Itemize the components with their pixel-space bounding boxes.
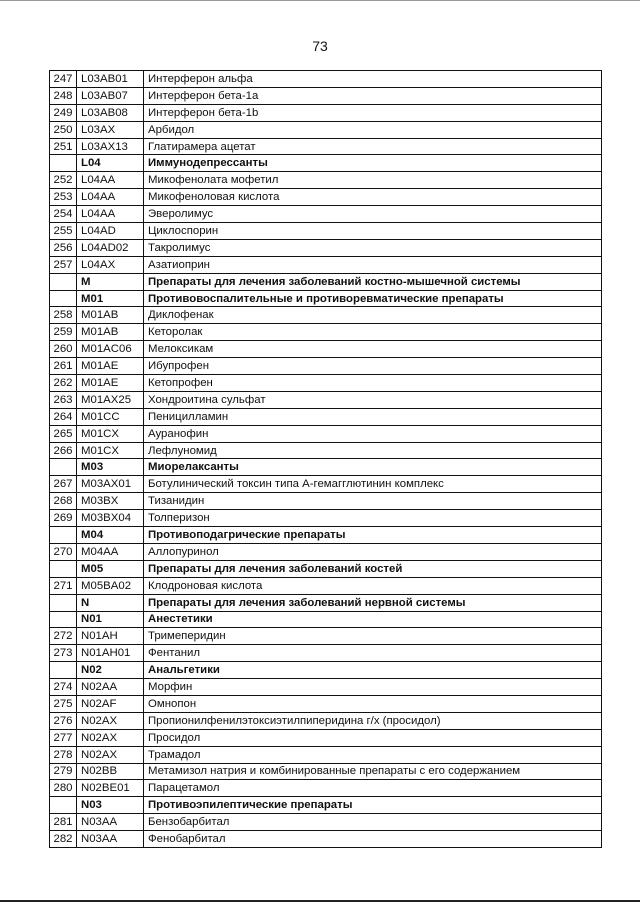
- table-row: [50, 729, 602, 746]
- atc-code-cell: N02AF: [77, 695, 144, 712]
- drug-name-cell: Арбидол: [144, 121, 602, 138]
- atc-code-cell: N03AA: [77, 831, 144, 848]
- table-row: [50, 239, 602, 256]
- table-row: [50, 341, 602, 358]
- drug-name-cell: Метамизол натрия и комбинированные препараты с его содержанием: [144, 763, 602, 780]
- drug-name-cell: Азатиоприн: [144, 256, 602, 273]
- group-header-row: [50, 290, 602, 307]
- atc-code-cell: M01: [77, 290, 144, 307]
- atc-code-cell: L04AA: [77, 206, 144, 223]
- drug-name-cell: Противоподагрические препараты: [144, 527, 602, 544]
- row-number-cell: 270: [50, 543, 77, 560]
- table-row: [50, 814, 602, 831]
- atc-code-cell: M04AA: [77, 543, 144, 560]
- row-number-cell: [50, 273, 77, 290]
- table-row: [50, 324, 602, 341]
- drug-name-cell: Препараты для лечения заболеваний костей: [144, 560, 602, 577]
- row-number-cell: 273: [50, 645, 77, 662]
- atc-code-cell: L03AX13: [77, 138, 144, 155]
- atc-code-cell: L04AA: [77, 189, 144, 206]
- row-number-cell: 274: [50, 679, 77, 696]
- row-number-cell: 267: [50, 476, 77, 493]
- atc-code-cell: N03: [77, 797, 144, 814]
- drug-name-cell: Пропионилфенилэтоксиэтилпиперидина г/х (просидол): [144, 712, 602, 729]
- table-row: [50, 442, 602, 459]
- table-row: [50, 172, 602, 189]
- atc-code-cell: M03BX: [77, 493, 144, 510]
- row-number-cell: [50, 662, 77, 679]
- table-row: [50, 71, 602, 88]
- table-row: [50, 223, 602, 240]
- atc-code-cell: L03AB01: [77, 71, 144, 88]
- table-row: [50, 493, 602, 510]
- row-number-cell: 271: [50, 577, 77, 594]
- scan-bottom-edge: [0, 900, 640, 902]
- drug-name-cell: Иммунодепрессанты: [144, 155, 602, 172]
- table-row: [50, 831, 602, 848]
- group-header-row: [50, 560, 602, 577]
- row-number-cell: 281: [50, 814, 77, 831]
- table-row: [50, 307, 602, 324]
- row-number-cell: [50, 611, 77, 628]
- row-number-cell: 282: [50, 831, 77, 848]
- row-number-cell: 268: [50, 493, 77, 510]
- scan-top-edge: [0, 0, 640, 1]
- row-number-cell: 272: [50, 628, 77, 645]
- drug-name-cell: Просидол: [144, 729, 602, 746]
- drug-name-cell: Диклофенак: [144, 307, 602, 324]
- drug-name-cell: Интерферон альфа: [144, 71, 602, 88]
- table-row: [50, 358, 602, 375]
- atc-code-cell: N: [77, 594, 144, 611]
- drug-name-cell: Глатирамера ацетат: [144, 138, 602, 155]
- row-number-cell: 256: [50, 239, 77, 256]
- drug-name-cell: Препараты для лечения заболеваний костно-мышечной системы: [144, 273, 602, 290]
- drug-name-cell: Кетопрофен: [144, 375, 602, 392]
- table-row: [50, 763, 602, 780]
- atc-code-cell: M01AC06: [77, 341, 144, 358]
- drug-name-cell: Тримеперидин: [144, 628, 602, 645]
- atc-code-cell: M03: [77, 459, 144, 476]
- group-header-row: [50, 459, 602, 476]
- table-row: [50, 189, 602, 206]
- row-number-cell: 278: [50, 746, 77, 763]
- atc-code-cell: L04AA: [77, 172, 144, 189]
- drug-name-cell: Интерферон бета-1а: [144, 87, 602, 104]
- row-number-cell: 261: [50, 358, 77, 375]
- table-row: [50, 712, 602, 729]
- page-number: 73: [312, 38, 328, 54]
- drug-name-cell: Такролимус: [144, 239, 602, 256]
- atc-code-cell: M03BX04: [77, 510, 144, 527]
- row-number-cell: 257: [50, 256, 77, 273]
- atc-code-cell: N02AX: [77, 746, 144, 763]
- row-number-cell: 262: [50, 375, 77, 392]
- drug-name-cell: Противоэпилептические препараты: [144, 797, 602, 814]
- table-row: [50, 645, 602, 662]
- atc-code-cell: M01AX25: [77, 391, 144, 408]
- drug-name-cell: Мелоксикам: [144, 341, 602, 358]
- table-row: [50, 375, 602, 392]
- row-number-cell: 275: [50, 695, 77, 712]
- row-number-cell: 247: [50, 71, 77, 88]
- row-number-cell: 264: [50, 408, 77, 425]
- drug-name-cell: Аллопуринол: [144, 543, 602, 560]
- atc-code-cell: N02AA: [77, 679, 144, 696]
- table-row: [50, 679, 602, 696]
- drug-name-cell: Кеторолак: [144, 324, 602, 341]
- table-row: [50, 104, 602, 121]
- group-header-row: [50, 611, 602, 628]
- table-row: [50, 391, 602, 408]
- atc-code-cell: N01AH: [77, 628, 144, 645]
- row-number-cell: [50, 797, 77, 814]
- row-number-cell: 260: [50, 341, 77, 358]
- atc-code-cell: M01AB: [77, 324, 144, 341]
- table-row: [50, 746, 602, 763]
- drug-name-cell: Циклоспорин: [144, 223, 602, 240]
- row-number-cell: [50, 560, 77, 577]
- drug-name-cell: Толперизон: [144, 510, 602, 527]
- drug-name-cell: Микофенолата мофетил: [144, 172, 602, 189]
- row-number-cell: 258: [50, 307, 77, 324]
- drug-registry-table: [49, 70, 602, 848]
- table-row: [50, 138, 602, 155]
- atc-code-cell: L03AX: [77, 121, 144, 138]
- atc-code-cell: N02AX: [77, 712, 144, 729]
- atc-code-cell: L04AD02: [77, 239, 144, 256]
- table-row: [50, 256, 602, 273]
- drug-name-cell: Омнопон: [144, 695, 602, 712]
- group-header-row: [50, 594, 602, 611]
- atc-code-cell: L04AX: [77, 256, 144, 273]
- atc-code-cell: M01AB: [77, 307, 144, 324]
- group-header-row: [50, 797, 602, 814]
- row-number-cell: 252: [50, 172, 77, 189]
- drug-name-cell: Фентанил: [144, 645, 602, 662]
- group-header-row: [50, 527, 602, 544]
- atc-code-cell: M01AE: [77, 375, 144, 392]
- table-row: [50, 628, 602, 645]
- drug-name-cell: Анальгетики: [144, 662, 602, 679]
- group-header-row: [50, 662, 602, 679]
- atc-code-cell: M01CC: [77, 408, 144, 425]
- drug-name-cell: Эверолимус: [144, 206, 602, 223]
- table-row: [50, 510, 602, 527]
- table-row: [50, 695, 602, 712]
- row-number-cell: [50, 459, 77, 476]
- atc-code-cell: M03AX01: [77, 476, 144, 493]
- atc-code-cell: N02BB: [77, 763, 144, 780]
- drug-name-cell: Интерферон бета-1b: [144, 104, 602, 121]
- row-number-cell: [50, 594, 77, 611]
- drug-name-cell: Фенобарбитал: [144, 831, 602, 848]
- drug-name-cell: Ибупрофен: [144, 358, 602, 375]
- drug-name-cell: Ауранофин: [144, 425, 602, 442]
- atc-code-cell: N01: [77, 611, 144, 628]
- drug-name-cell: Тизанидин: [144, 493, 602, 510]
- group-header-row: [50, 273, 602, 290]
- atc-code-cell: N01AH01: [77, 645, 144, 662]
- drug-name-cell: Парацетамол: [144, 780, 602, 797]
- table-row: [50, 121, 602, 138]
- row-number-cell: 276: [50, 712, 77, 729]
- atc-code-cell: L04AD: [77, 223, 144, 240]
- drug-name-cell: Трамадол: [144, 746, 602, 763]
- drug-name-cell: Клодроновая кислота: [144, 577, 602, 594]
- atc-code-cell: M04: [77, 527, 144, 544]
- row-number-cell: 250: [50, 121, 77, 138]
- drug-name-cell: Препараты для лечения заболеваний нервной системы: [144, 594, 602, 611]
- atc-code-cell: M01CX: [77, 425, 144, 442]
- table-row: [50, 543, 602, 560]
- drug-name-cell: Ботулинический токсин типа А-гемагглютинин комплекс: [144, 476, 602, 493]
- atc-code-cell: N02AX: [77, 729, 144, 746]
- row-number-cell: 248: [50, 87, 77, 104]
- row-number-cell: 263: [50, 391, 77, 408]
- row-number-cell: 253: [50, 189, 77, 206]
- atc-code-cell: N02: [77, 662, 144, 679]
- atc-code-cell: M05: [77, 560, 144, 577]
- atc-code-cell: M05BA02: [77, 577, 144, 594]
- row-number-cell: [50, 527, 77, 544]
- row-number-cell: 249: [50, 104, 77, 121]
- table-row: [50, 87, 602, 104]
- row-number-cell: 251: [50, 138, 77, 155]
- drug-name-cell: Бензобарбитал: [144, 814, 602, 831]
- row-number-cell: 280: [50, 780, 77, 797]
- row-number-cell: 254: [50, 206, 77, 223]
- atc-code-cell: M01CX: [77, 442, 144, 459]
- drug-name-cell: Хондроитина сульфат: [144, 391, 602, 408]
- row-number-cell: 279: [50, 763, 77, 780]
- row-number-cell: 259: [50, 324, 77, 341]
- atc-code-cell: L03AB07: [77, 87, 144, 104]
- table-row: [50, 206, 602, 223]
- drug-name-cell: Анестетики: [144, 611, 602, 628]
- table-row: [50, 408, 602, 425]
- table-row: [50, 476, 602, 493]
- atc-code-cell: N02BE01: [77, 780, 144, 797]
- row-number-cell: 266: [50, 442, 77, 459]
- atc-code-cell: M01AE: [77, 358, 144, 375]
- atc-code-cell: L04: [77, 155, 144, 172]
- row-number-cell: 269: [50, 510, 77, 527]
- drug-name-cell: Миорелаксанты: [144, 459, 602, 476]
- table-body: [50, 71, 602, 848]
- group-header-row: [50, 155, 602, 172]
- drug-name-cell: Лефлуномид: [144, 442, 602, 459]
- row-number-cell: [50, 155, 77, 172]
- row-number-cell: 265: [50, 425, 77, 442]
- drug-name-cell: Противовоспалительные и противоревматические препараты: [144, 290, 602, 307]
- table-row: [50, 577, 602, 594]
- row-number-cell: [50, 290, 77, 307]
- row-number-cell: 255: [50, 223, 77, 240]
- atc-code-cell: L03AB08: [77, 104, 144, 121]
- drug-name-cell: Микофеноловая кислота: [144, 189, 602, 206]
- drug-name-cell: Морфин: [144, 679, 602, 696]
- atc-code-cell: N03AA: [77, 814, 144, 831]
- table-row: [50, 425, 602, 442]
- row-number-cell: 277: [50, 729, 77, 746]
- atc-code-cell: M: [77, 273, 144, 290]
- drug-name-cell: Пеницилламин: [144, 408, 602, 425]
- table-row: [50, 780, 602, 797]
